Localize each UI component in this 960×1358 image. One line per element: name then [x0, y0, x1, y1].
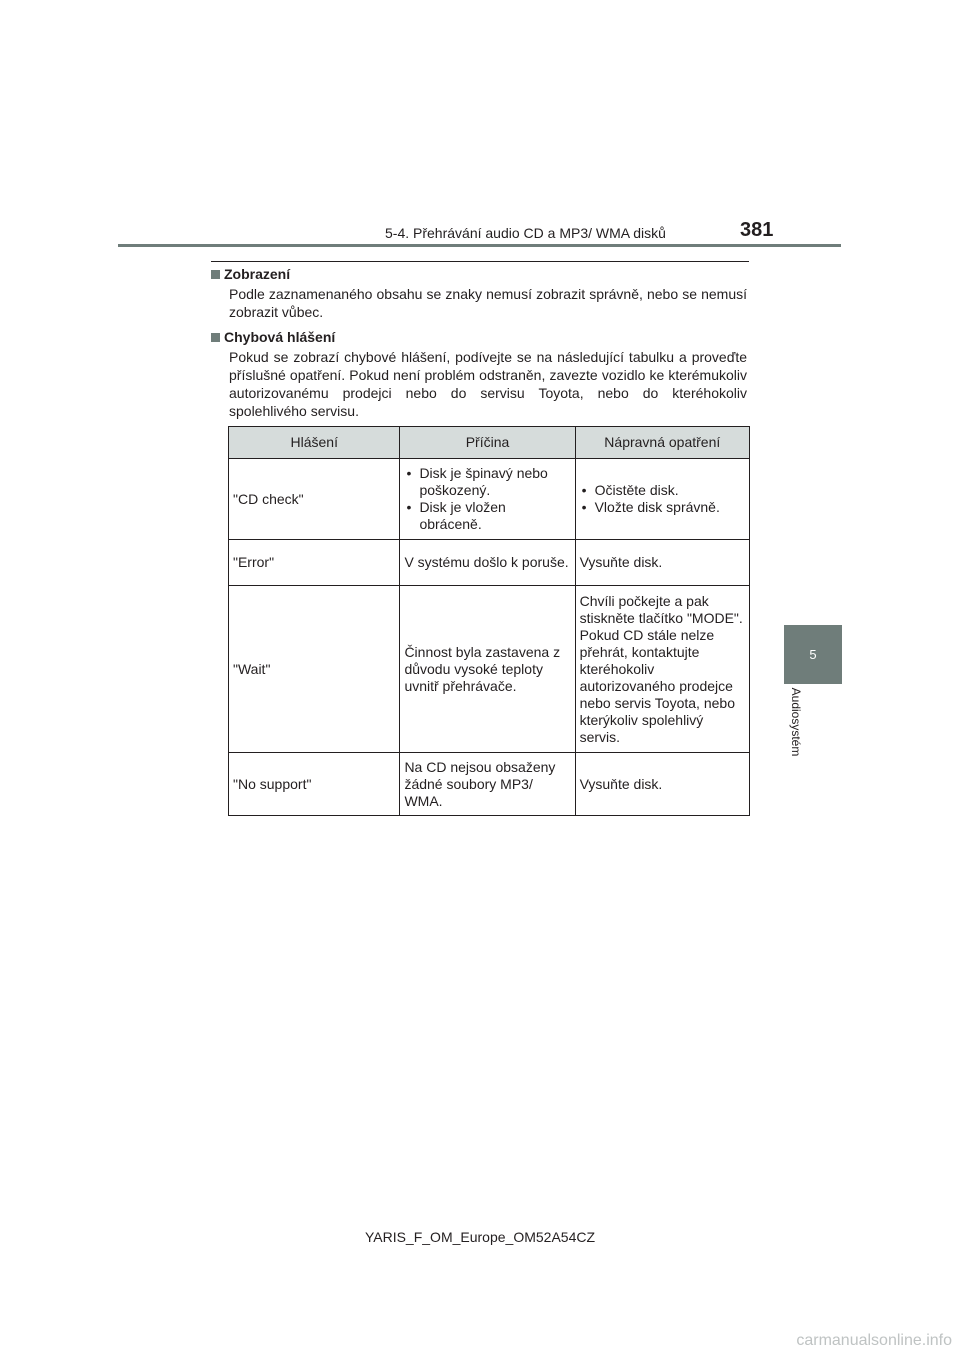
content-top-rule — [211, 261, 749, 262]
page-number: 381 — [740, 219, 774, 241]
list-item: • Vložte disk správně. — [580, 499, 745, 516]
section-display-body: Podle zaznamenaného obsahu se znaky nemusí zobrazit správně, nebo se nemusí zobrazit vůbec. — [229, 286, 747, 320]
table-cell-action — [575, 459, 749, 540]
table-header-action: Nápravná opatření — [575, 427, 749, 459]
table-header-message: Hlášení — [229, 427, 400, 459]
section-errors-body: Pokud se zobrazí chybové hlášení, podívejte se na následující tabulku a proveďte příslušné opatření. Pokud není problém odstraněn, zavezte vozidlo ke kterémukoliv autorizovanému prodejci nebo do servisu Toyota, nebo do kteréhokoliv spolehlivého servisu. — [229, 349, 747, 419]
square-bullet-icon — [211, 270, 220, 279]
table-cell-action: Vysuňte disk. — [575, 753, 749, 816]
header-section-title: 5-4. Přehrávání audio CD a MP3/ WMA disků — [385, 225, 666, 241]
table-cell-cause: V systému došlo k poruše. — [400, 540, 575, 586]
side-tab-label: Audiosystém — [789, 687, 803, 757]
square-bullet-icon — [211, 333, 220, 342]
table-cell-cause: Na CD nejsou obsaženy žádné soubory MP3/ WMA. — [400, 753, 575, 816]
error-messages-table — [228, 426, 750, 816]
table-cell-message: "Error" — [229, 540, 400, 586]
table-row — [229, 540, 750, 586]
section-errors — [210, 328, 750, 420]
table-cell-message: "CD check" — [229, 459, 400, 540]
section-display-heading — [210, 265, 750, 283]
table-cell-cause — [400, 459, 575, 540]
table-cell-message: "No support" — [229, 753, 400, 816]
cause-list — [404, 465, 570, 533]
list-item: • Disk je špinavý nebo poškozený. — [404, 465, 570, 499]
section-display — [210, 265, 750, 321]
table-cell-cause: Činnost byla zastavena z důvodu vysoké teploty uvnitř přehrávače. — [400, 586, 575, 753]
header-rule — [118, 244, 841, 247]
footer-document-code: YARIS_F_OM_Europe_OM52A54CZ — [364, 1229, 596, 1245]
table-cell-message: "Wait" — [229, 586, 400, 753]
section-errors-title: Chybová hlášení — [224, 329, 336, 345]
table-header-row — [229, 427, 750, 459]
section-display-title: Zobrazení — [224, 266, 291, 282]
action-list — [580, 482, 745, 516]
table-row — [229, 586, 750, 753]
list-item: • Disk je vložen obráceně. — [404, 499, 570, 533]
side-tab-number: 5 — [784, 625, 842, 684]
table-header-cause: Příčina — [400, 427, 575, 459]
table-row — [229, 459, 750, 540]
table-row — [229, 753, 750, 816]
table-cell-action: Vysuňte disk. — [575, 540, 749, 586]
list-item: • Očistěte disk. — [580, 482, 745, 499]
section-errors-heading — [210, 328, 750, 346]
table-cell-action: Chvíli počkejte a pak stiskněte tlačítko "MODE". Pokud CD stále nelze přehrát, kontaktujte kteréhokoliv autorizovaného prodejce nebo servis Toyota, nebo kterýkoliv spolehlivý servis. — [575, 586, 749, 753]
watermark: carmanualsonline.info — [796, 1332, 952, 1349]
